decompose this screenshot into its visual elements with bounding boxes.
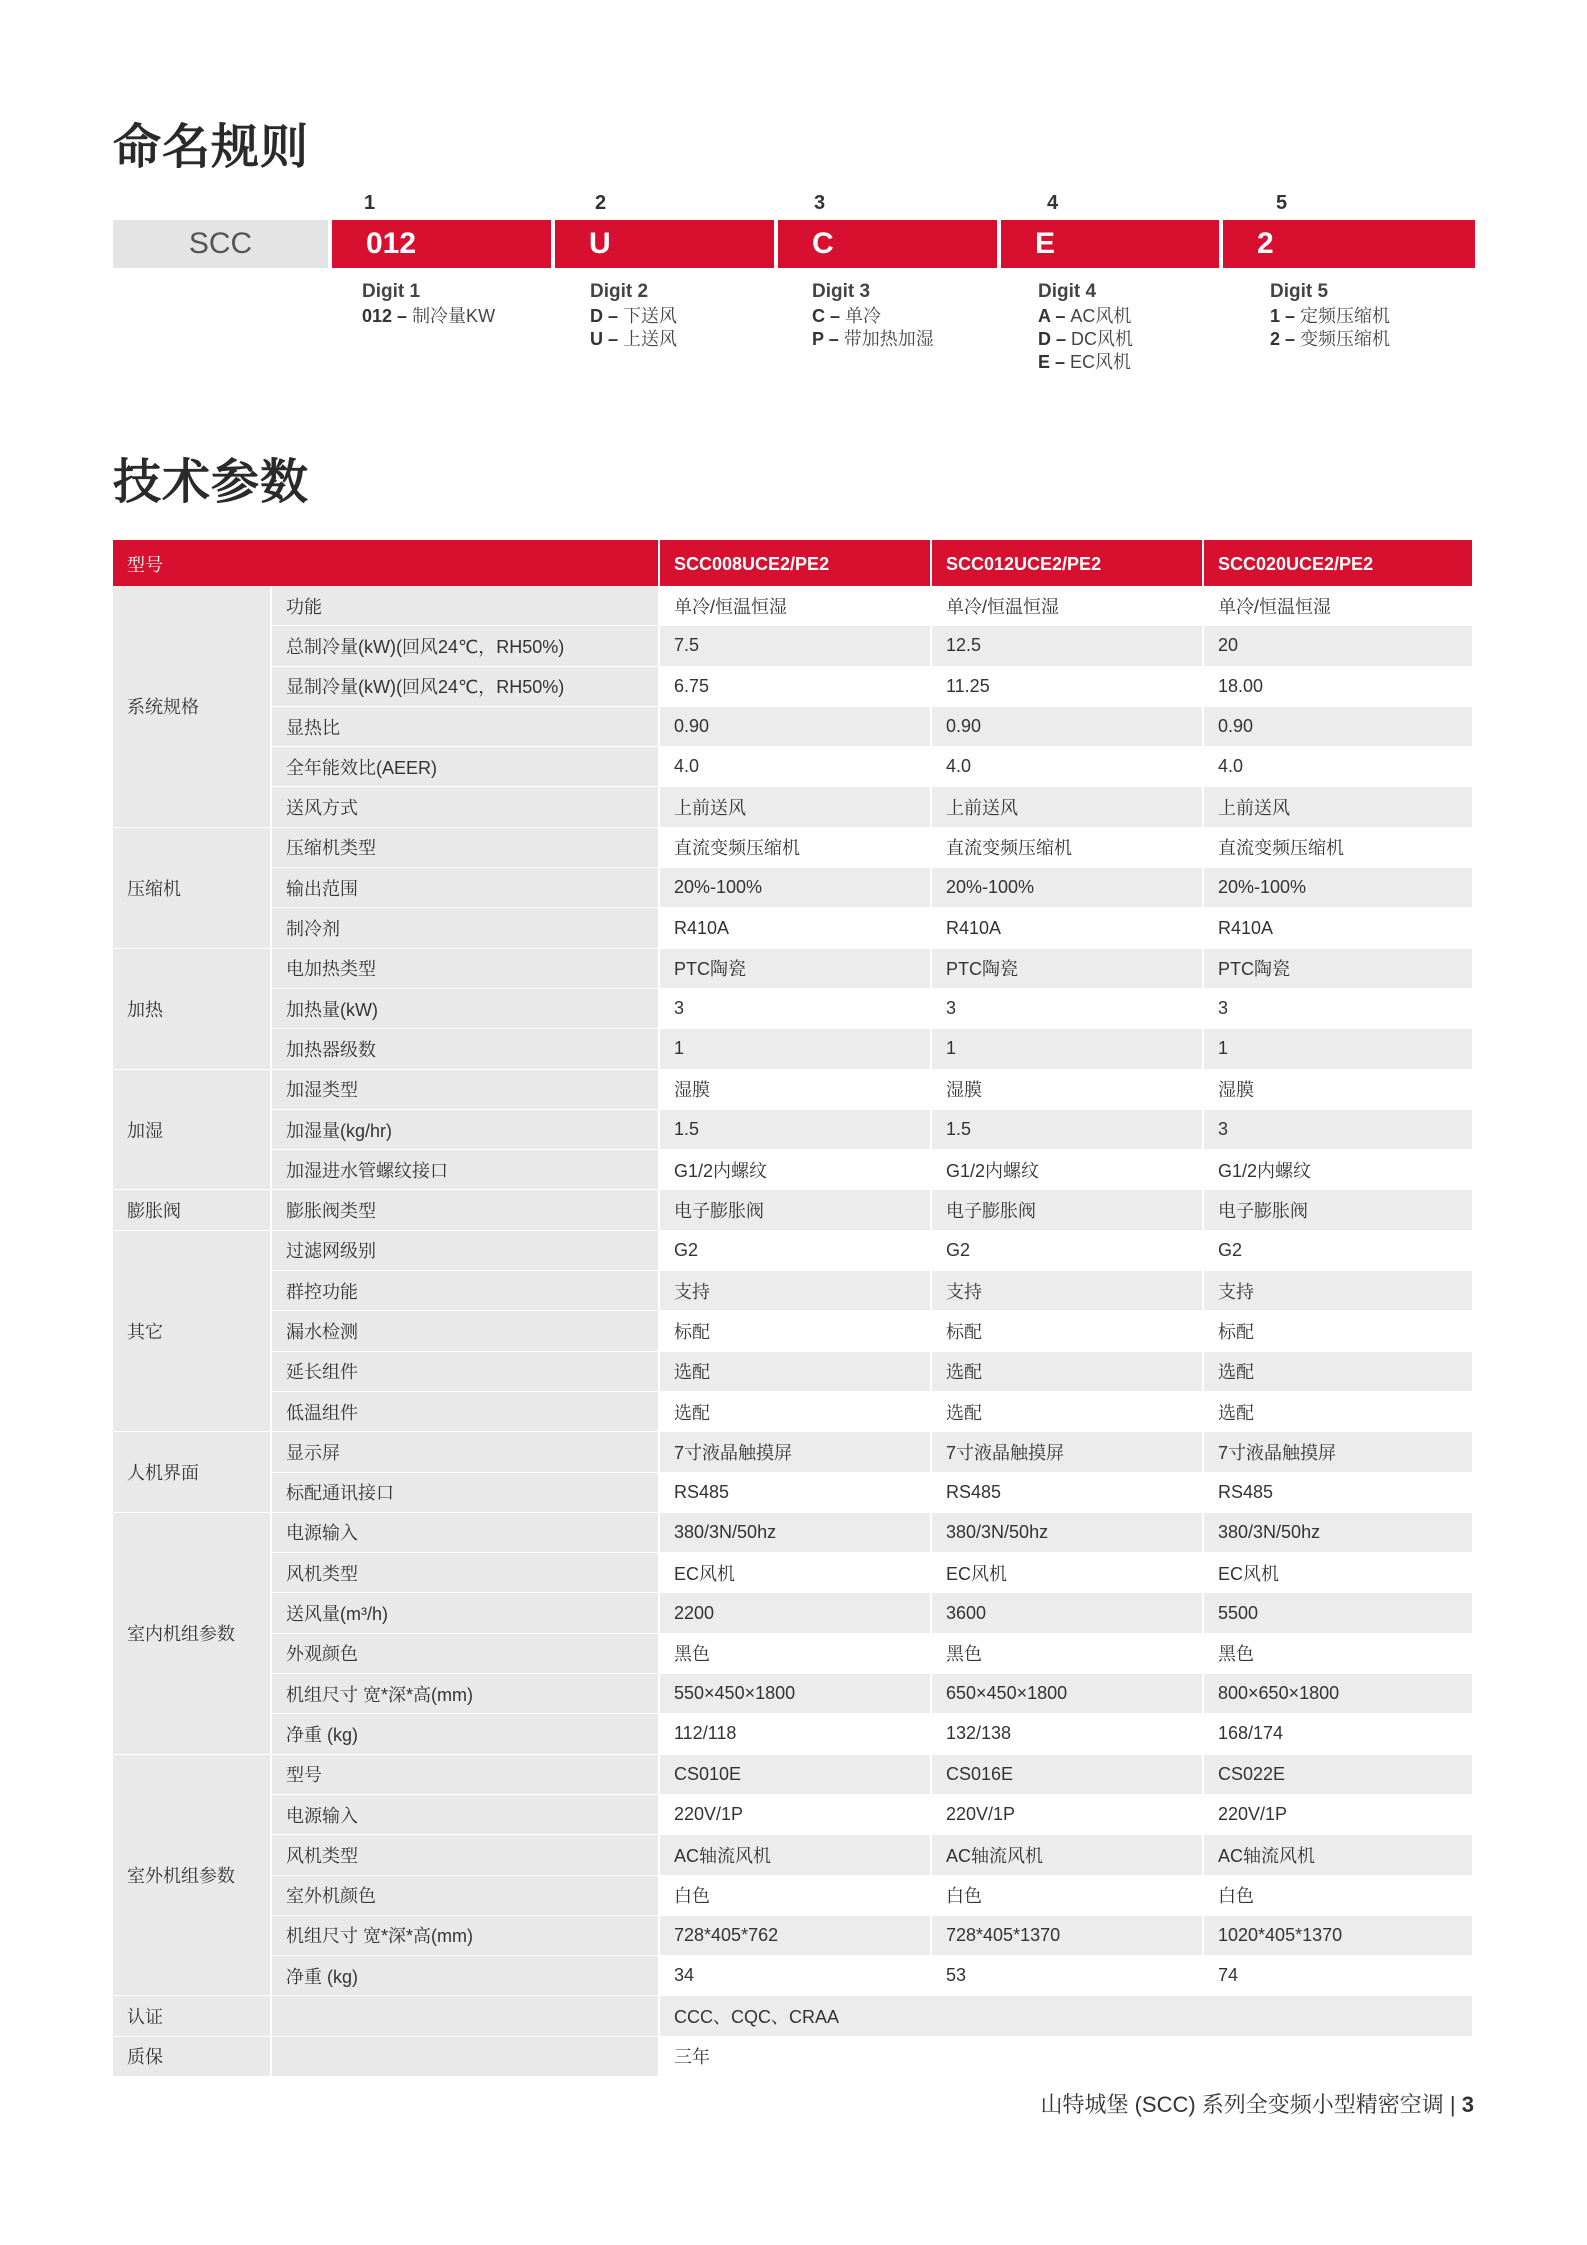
option-text: 上送风 — [623, 329, 678, 349]
param-value: 168/174 — [1203, 1714, 1473, 1754]
param-label: 电源输入 — [271, 1794, 659, 1834]
param-value: 湿膜 — [931, 1069, 1203, 1109]
param-label: 净重 (kg) — [271, 1956, 659, 1996]
param-label: 总制冷量(kW)(回风24℃，RH50%) — [271, 626, 659, 666]
table-row — [113, 1794, 1473, 1834]
param-value: R410A — [931, 908, 1203, 948]
group-label: 加湿 — [113, 1069, 271, 1190]
param-label: 显热比 — [271, 706, 659, 746]
param-label: 型号 — [271, 1754, 659, 1794]
param-value: 上前送风 — [659, 787, 931, 827]
page-number: 3 — [1461, 2092, 1474, 2117]
param-value: 上前送风 — [1203, 787, 1473, 827]
header-model-label: 型号 — [113, 541, 659, 586]
param-value: 3 — [931, 988, 1203, 1028]
param-label: 显示屏 — [271, 1432, 659, 1472]
position-number: 4 — [1047, 192, 1059, 214]
table-row — [113, 1351, 1473, 1391]
option-key: 1 — [1270, 306, 1281, 326]
param-label: 膨胀阀类型 — [271, 1190, 659, 1230]
param-value: CS022E — [1203, 1754, 1473, 1794]
option-text: 下送风 — [623, 306, 678, 326]
param-value: AC轴流风机 — [1203, 1835, 1473, 1875]
table-row — [113, 1512, 1473, 1552]
position-number: 1 — [364, 192, 376, 214]
spec-header-row — [113, 541, 1473, 586]
param-value: 7寸液晶触摸屏 — [1203, 1432, 1473, 1472]
param-value: 黑色 — [1203, 1633, 1473, 1673]
param-label: 加湿进水管螺纹接口 — [271, 1150, 659, 1190]
param-value: 380/3N/50hz — [931, 1512, 1203, 1552]
param-value: CS016E — [931, 1754, 1203, 1794]
group-label: 室外机组参数 — [113, 1754, 271, 1996]
code-digit-2: U — [555, 220, 774, 268]
param-value: 白色 — [1203, 1875, 1473, 1915]
option-separator: – — [825, 306, 846, 326]
param-label: 室外机颜色 — [271, 1875, 659, 1915]
table-row — [113, 908, 1473, 948]
param-label: 标配通讯接口 — [271, 1472, 659, 1512]
option-key: 2 — [1270, 329, 1281, 349]
table-row — [113, 586, 1473, 626]
param-value: 74 — [1203, 1956, 1473, 1996]
option-key: D — [590, 306, 603, 326]
param-label: 全年能效比(AEER) — [271, 747, 659, 787]
param-value: 3 — [659, 988, 931, 1028]
param-value: PTC陶瓷 — [659, 948, 931, 988]
group-label: 压缩机 — [113, 827, 271, 948]
param-value: 2200 — [659, 1593, 931, 1633]
param-value: PTC陶瓷 — [931, 948, 1203, 988]
digit-title: Digit 3 — [812, 281, 871, 302]
param-value: 白色 — [931, 1875, 1203, 1915]
option-key: E — [1038, 352, 1051, 372]
param-label: 低温组件 — [271, 1391, 659, 1431]
position-number: 3 — [814, 192, 826, 214]
param-value: 5500 — [1203, 1593, 1473, 1633]
param-label: 显制冷量(kW)(回风24℃，RH50%) — [271, 666, 659, 706]
group-label: 人机界面 — [113, 1432, 271, 1513]
param-value: R410A — [1203, 908, 1473, 948]
param-value: 34 — [659, 1956, 931, 1996]
param-value: 4.0 — [659, 747, 931, 787]
param-value: 选配 — [931, 1391, 1203, 1431]
param-value: 0.90 — [659, 706, 931, 746]
option-text: 定频压缩机 — [1300, 306, 1391, 326]
table-row — [113, 1674, 1473, 1714]
spec-table — [113, 540, 1474, 2077]
param-value: 20%-100% — [931, 868, 1203, 908]
param-value: 0.90 — [931, 706, 1203, 746]
code-digit-4: E — [1001, 220, 1219, 268]
table-row — [113, 1190, 1473, 1230]
param-value: 1.5 — [659, 1109, 931, 1149]
group-label: 其它 — [113, 1230, 271, 1431]
option-key: P — [812, 329, 824, 349]
param-value: 20 — [1203, 626, 1473, 666]
digit-title: Digit 4 — [1038, 281, 1097, 302]
param-label: 漏水检测 — [271, 1311, 659, 1351]
param-label-empty — [271, 2036, 659, 2076]
param-value: 220V/1P — [1203, 1794, 1473, 1834]
param-value: G2 — [1203, 1230, 1473, 1270]
param-value: 支持 — [659, 1271, 931, 1311]
header-model-2: SCC012UCE2/PE2 — [931, 541, 1203, 586]
param-label: 电加热类型 — [271, 948, 659, 988]
param-value: 6.75 — [659, 666, 931, 706]
param-value: 550×450×1800 — [659, 1674, 931, 1714]
table-row — [113, 666, 1473, 706]
param-value: G2 — [931, 1230, 1203, 1270]
param-value: EC风机 — [931, 1553, 1203, 1593]
param-value: 11.25 — [931, 666, 1203, 706]
param-value: 7.5 — [659, 626, 931, 666]
digit-option — [1270, 305, 1390, 328]
param-value: EC风机 — [659, 1553, 931, 1593]
digit-option — [362, 305, 495, 328]
table-row — [113, 948, 1473, 988]
table-row — [113, 1069, 1473, 1109]
option-key: 012 — [362, 306, 393, 326]
position-numbers — [0, 192, 1587, 216]
digit-option — [812, 328, 934, 351]
param-label: 送风量(m³/h) — [271, 1593, 659, 1633]
param-label: 输出范围 — [271, 868, 659, 908]
param-value: 1 — [1203, 1029, 1473, 1069]
table-row — [113, 1029, 1473, 1069]
param-value: R410A — [659, 908, 931, 948]
param-value: G1/2内螺纹 — [659, 1150, 931, 1190]
option-text: AC风机 — [1070, 306, 1132, 326]
option-separator: – — [603, 329, 624, 349]
digit-option — [812, 305, 934, 328]
param-value: 220V/1P — [931, 1794, 1203, 1834]
param-value: 0.90 — [1203, 706, 1473, 746]
param-value: 单冷/恒温恒湿 — [659, 586, 931, 626]
param-value: G1/2内螺纹 — [1203, 1150, 1473, 1190]
param-value: 20%-100% — [1203, 868, 1473, 908]
param-label: 送风方式 — [271, 787, 659, 827]
option-separator: – — [1050, 352, 1071, 372]
param-value: 电子膨胀阀 — [1203, 1190, 1473, 1230]
param-label: 外观颜色 — [271, 1633, 659, 1673]
param-value: 上前送风 — [931, 787, 1203, 827]
option-separator: – — [1051, 329, 1072, 349]
table-row — [113, 988, 1473, 1028]
param-value: 1.5 — [931, 1109, 1203, 1149]
table-row — [113, 1875, 1473, 1915]
table-row — [113, 1754, 1473, 1794]
param-value: 4.0 — [931, 747, 1203, 787]
param-value: 湿膜 — [1203, 1069, 1473, 1109]
param-value: 支持 — [1203, 1271, 1473, 1311]
table-row — [113, 1593, 1473, 1633]
group-label: 质保 — [113, 2036, 271, 2076]
digit-title: Digit 1 — [362, 281, 421, 302]
table-row — [113, 1472, 1473, 1512]
param-value: 单冷/恒温恒湿 — [1203, 586, 1473, 626]
header-model-1: SCC008UCE2/PE2 — [659, 541, 931, 586]
param-value: 800×650×1800 — [1203, 1674, 1473, 1714]
param-label: 机组尺寸 宽*深*高(mm) — [271, 1915, 659, 1955]
footer-title: 山特城堡 (SCC) 系列全变频小型精密空调 — [1040, 2092, 1444, 2117]
param-value: 728*405*762 — [659, 1915, 931, 1955]
table-row — [113, 706, 1473, 746]
option-text: DC风机 — [1071, 329, 1134, 349]
param-label: 加湿类型 — [271, 1069, 659, 1109]
digit-option — [1038, 351, 1133, 374]
param-value: RS485 — [1203, 1472, 1473, 1512]
param-value: 7寸液晶触摸屏 — [659, 1432, 931, 1472]
page-footer — [1040, 2088, 1474, 2119]
param-value: 选配 — [659, 1391, 931, 1431]
param-value: 1 — [931, 1029, 1203, 1069]
param-label: 群控功能 — [271, 1271, 659, 1311]
param-label: 加热量(kW) — [271, 988, 659, 1028]
param-value: G1/2内螺纹 — [931, 1150, 1203, 1190]
code-digit-1: 012 — [332, 220, 551, 268]
param-value: 黑色 — [931, 1633, 1203, 1673]
table-row — [113, 1109, 1473, 1149]
param-value: 1 — [659, 1029, 931, 1069]
param-value: 380/3N/50hz — [1203, 1512, 1473, 1552]
param-label: 电源输入 — [271, 1512, 659, 1552]
param-value: 18.00 — [1203, 666, 1473, 706]
param-value: 53 — [931, 1956, 1203, 1996]
table-row — [113, 1553, 1473, 1593]
param-value: 20%-100% — [659, 868, 931, 908]
param-value: 单冷/恒温恒湿 — [931, 586, 1203, 626]
param-value: 7寸液晶触摸屏 — [931, 1432, 1203, 1472]
param-value: 650×450×1800 — [931, 1674, 1203, 1714]
option-text: 制冷量KW — [412, 306, 496, 326]
param-value: 标配 — [659, 1311, 931, 1351]
table-row — [113, 1915, 1473, 1955]
param-value: 标配 — [931, 1311, 1203, 1351]
digit-2-description — [590, 280, 677, 351]
param-label: 加湿量(kg/hr) — [271, 1109, 659, 1149]
param-label: 延长组件 — [271, 1351, 659, 1391]
option-text: EC风机 — [1070, 352, 1132, 372]
option-separator: – — [1050, 306, 1071, 326]
digit-option — [1038, 328, 1133, 351]
table-row — [113, 827, 1473, 867]
option-separator: – — [603, 306, 624, 326]
option-separator: – — [392, 306, 413, 326]
param-value: 支持 — [931, 1271, 1203, 1311]
digit-title: Digit 5 — [1270, 281, 1329, 302]
table-row — [113, 626, 1473, 666]
param-value: 4.0 — [1203, 747, 1473, 787]
param-value: 132/138 — [931, 1714, 1203, 1754]
param-value: AC轴流风机 — [659, 1835, 931, 1875]
table-row — [113, 1271, 1473, 1311]
position-number: 2 — [595, 192, 607, 214]
table-row — [113, 1230, 1473, 1270]
param-value: 728*405*1370 — [931, 1915, 1203, 1955]
param-value: 选配 — [1203, 1391, 1473, 1431]
group-label: 系统规格 — [113, 586, 271, 827]
code-digit-5: 2 — [1223, 220, 1475, 268]
option-separator: – — [1280, 306, 1301, 326]
model-code-bar — [113, 220, 1475, 268]
param-value: 直流变频压缩机 — [659, 827, 931, 867]
option-key: C — [812, 306, 825, 326]
param-value: 选配 — [1203, 1351, 1473, 1391]
param-value: 220V/1P — [659, 1794, 931, 1834]
option-text: 变频压缩机 — [1300, 329, 1391, 349]
table-row — [113, 747, 1473, 787]
param-value: 3 — [1203, 1109, 1473, 1149]
table-row — [113, 2036, 1473, 2076]
param-value: PTC陶瓷 — [1203, 948, 1473, 988]
table-row — [113, 1150, 1473, 1190]
param-value: CCC、CQC、CRAA — [659, 1996, 1473, 2036]
header-model-3: SCC020UCE2/PE2 — [1203, 541, 1473, 586]
digit-5-description — [1270, 280, 1390, 351]
param-value: RS485 — [659, 1472, 931, 1512]
param-value: 选配 — [659, 1351, 931, 1391]
param-value: 湿膜 — [659, 1069, 931, 1109]
param-value: RS485 — [931, 1472, 1203, 1512]
option-text: 带加热加湿 — [843, 329, 934, 349]
param-value: 选配 — [931, 1351, 1203, 1391]
table-row — [113, 1633, 1473, 1673]
code-digit-3: C — [778, 220, 997, 268]
param-value: 黑色 — [659, 1633, 931, 1673]
param-label: 风机类型 — [271, 1553, 659, 1593]
param-value: 直流变频压缩机 — [931, 827, 1203, 867]
param-value: 标配 — [1203, 1311, 1473, 1351]
param-value: EC风机 — [1203, 1553, 1473, 1593]
group-label: 室内机组参数 — [113, 1512, 271, 1754]
table-row — [113, 868, 1473, 908]
param-value: 电子膨胀阀 — [931, 1190, 1203, 1230]
table-row — [113, 1391, 1473, 1431]
param-value: 直流变频压缩机 — [1203, 827, 1473, 867]
digit-1-description — [362, 280, 495, 328]
digit-4-description — [1038, 280, 1133, 374]
param-value: 白色 — [659, 1875, 931, 1915]
param-value: 12.5 — [931, 626, 1203, 666]
param-label: 压缩机类型 — [271, 827, 659, 867]
position-number: 5 — [1276, 192, 1288, 214]
digit-option — [1270, 328, 1390, 351]
param-value: G2 — [659, 1230, 931, 1270]
table-row — [113, 1311, 1473, 1351]
param-value: 三年 — [659, 2036, 1473, 2076]
param-value: 1020*405*1370 — [1203, 1915, 1473, 1955]
param-value: AC轴流风机 — [931, 1835, 1203, 1875]
table-row — [113, 787, 1473, 827]
naming-title: 命名规则 — [113, 121, 310, 174]
spec-title: 技术参数 — [113, 456, 310, 509]
option-text: 单冷 — [845, 306, 882, 326]
param-value: 380/3N/50hz — [659, 1512, 931, 1552]
option-key: D — [1038, 329, 1051, 349]
digit-option — [590, 305, 677, 328]
param-value: CS010E — [659, 1754, 931, 1794]
param-value: 电子膨胀阀 — [659, 1190, 931, 1230]
table-row — [113, 1996, 1473, 2036]
group-label: 加热 — [113, 948, 271, 1069]
param-label: 加热器级数 — [271, 1029, 659, 1069]
param-value: 3600 — [931, 1593, 1203, 1633]
param-label-empty — [271, 1996, 659, 2036]
option-separator: – — [1280, 329, 1301, 349]
option-separator: – — [823, 329, 844, 349]
param-label: 机组尺寸 宽*深*高(mm) — [271, 1674, 659, 1714]
param-label: 净重 (kg) — [271, 1714, 659, 1754]
model-prefix: SCC — [113, 220, 328, 268]
option-key: U — [590, 329, 603, 349]
table-row — [113, 1714, 1473, 1754]
digit-3-description — [812, 280, 934, 351]
param-value: 3 — [1203, 988, 1473, 1028]
param-label: 过滤网级别 — [271, 1230, 659, 1270]
param-label: 风机类型 — [271, 1835, 659, 1875]
table-row — [113, 1956, 1473, 1996]
table-row — [113, 1835, 1473, 1875]
digit-option — [590, 328, 677, 351]
param-label: 功能 — [271, 586, 659, 626]
digit-option — [1038, 305, 1133, 328]
param-label: 制冷剂 — [271, 908, 659, 948]
option-key: A — [1038, 306, 1051, 326]
footer-separator: | — [1443, 2092, 1462, 2117]
param-value: 112/118 — [659, 1714, 931, 1754]
table-row — [113, 1432, 1473, 1472]
group-label: 膨胀阀 — [113, 1190, 271, 1230]
digit-title: Digit 2 — [590, 281, 649, 302]
group-label: 认证 — [113, 1996, 271, 2036]
